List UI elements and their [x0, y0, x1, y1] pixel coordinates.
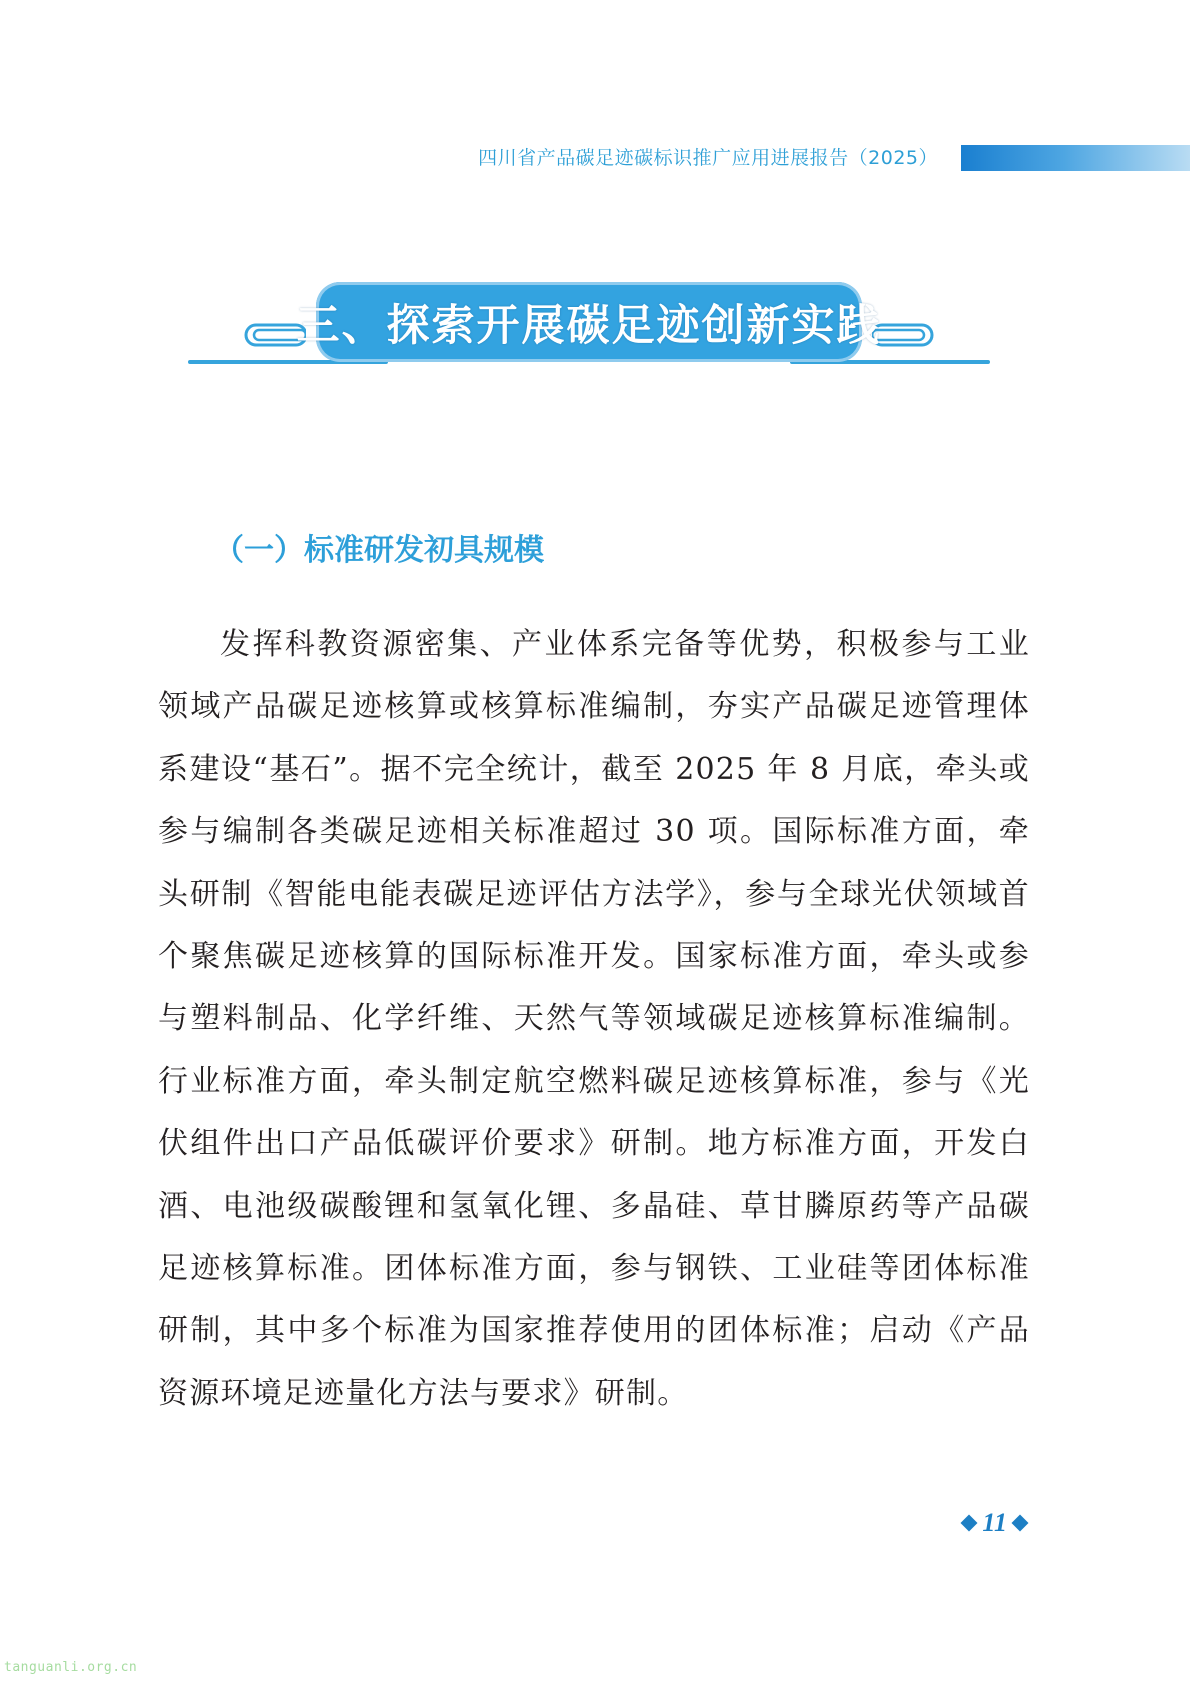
- chapter-title: 三、探索开展碳足迹创新实践: [296, 300, 882, 351]
- chapter-title-pill: [296, 282, 882, 362]
- header-gradient-bar: [961, 145, 1190, 171]
- body-paragraph: 发挥科教资源密集、产业体系完备等优势，积极参与工业领域产品碳足迹核算或核算标准编制，夯实产品碳足迹管理体系建设“基石”。据不完全统计，截至 2025 年 8 月底，牵头或参与编制各类碳足迹相关标准超过 30 项。国际标准方面，牵头研制《智能电能表碳足迹评估方法学》，参与全球光伏领域首个聚焦碳足迹核算的国际标准开发。国家标准方面，牵头或参与塑料制品、化学纤维、天然气等领域碳足迹核算标准编制。行业标准方面，牵头制定航空燃料碳足迹核算标准，参与《光伏组件出口产品低碳评价要求》研制。地方标准方面，开发白酒、电池级碳酸锂和氢氧化锂、多晶硅、草甘膦原药等产品碳足迹核算标准。团体标准方面，参与钢铁、工业硅等团体标准研制，其中多个标准为国家推荐使用的团体标准；启动《产品资源环境足迹量化方法与要求》研制。: [158, 627, 1030, 1411]
- chapter-banner: [188, 282, 990, 366]
- diamond-left-icon: [961, 1515, 978, 1532]
- watermark: tanguanli.org.cn: [4, 1660, 138, 1675]
- scroll-ornament-left-icon: [236, 322, 306, 348]
- running-header: [0, 144, 1190, 172]
- page-number-value: 11: [982, 1508, 1007, 1537]
- running-header-title: 四川省产品碳足迹碳标识推广应用进展报告（2025）: [478, 147, 938, 169]
- page-number: [959, 1508, 1030, 1538]
- diamond-right-icon: [1012, 1515, 1029, 1532]
- section-heading: （一）标准研发初具规模: [214, 533, 544, 568]
- scroll-ornament-right-icon: [872, 322, 942, 348]
